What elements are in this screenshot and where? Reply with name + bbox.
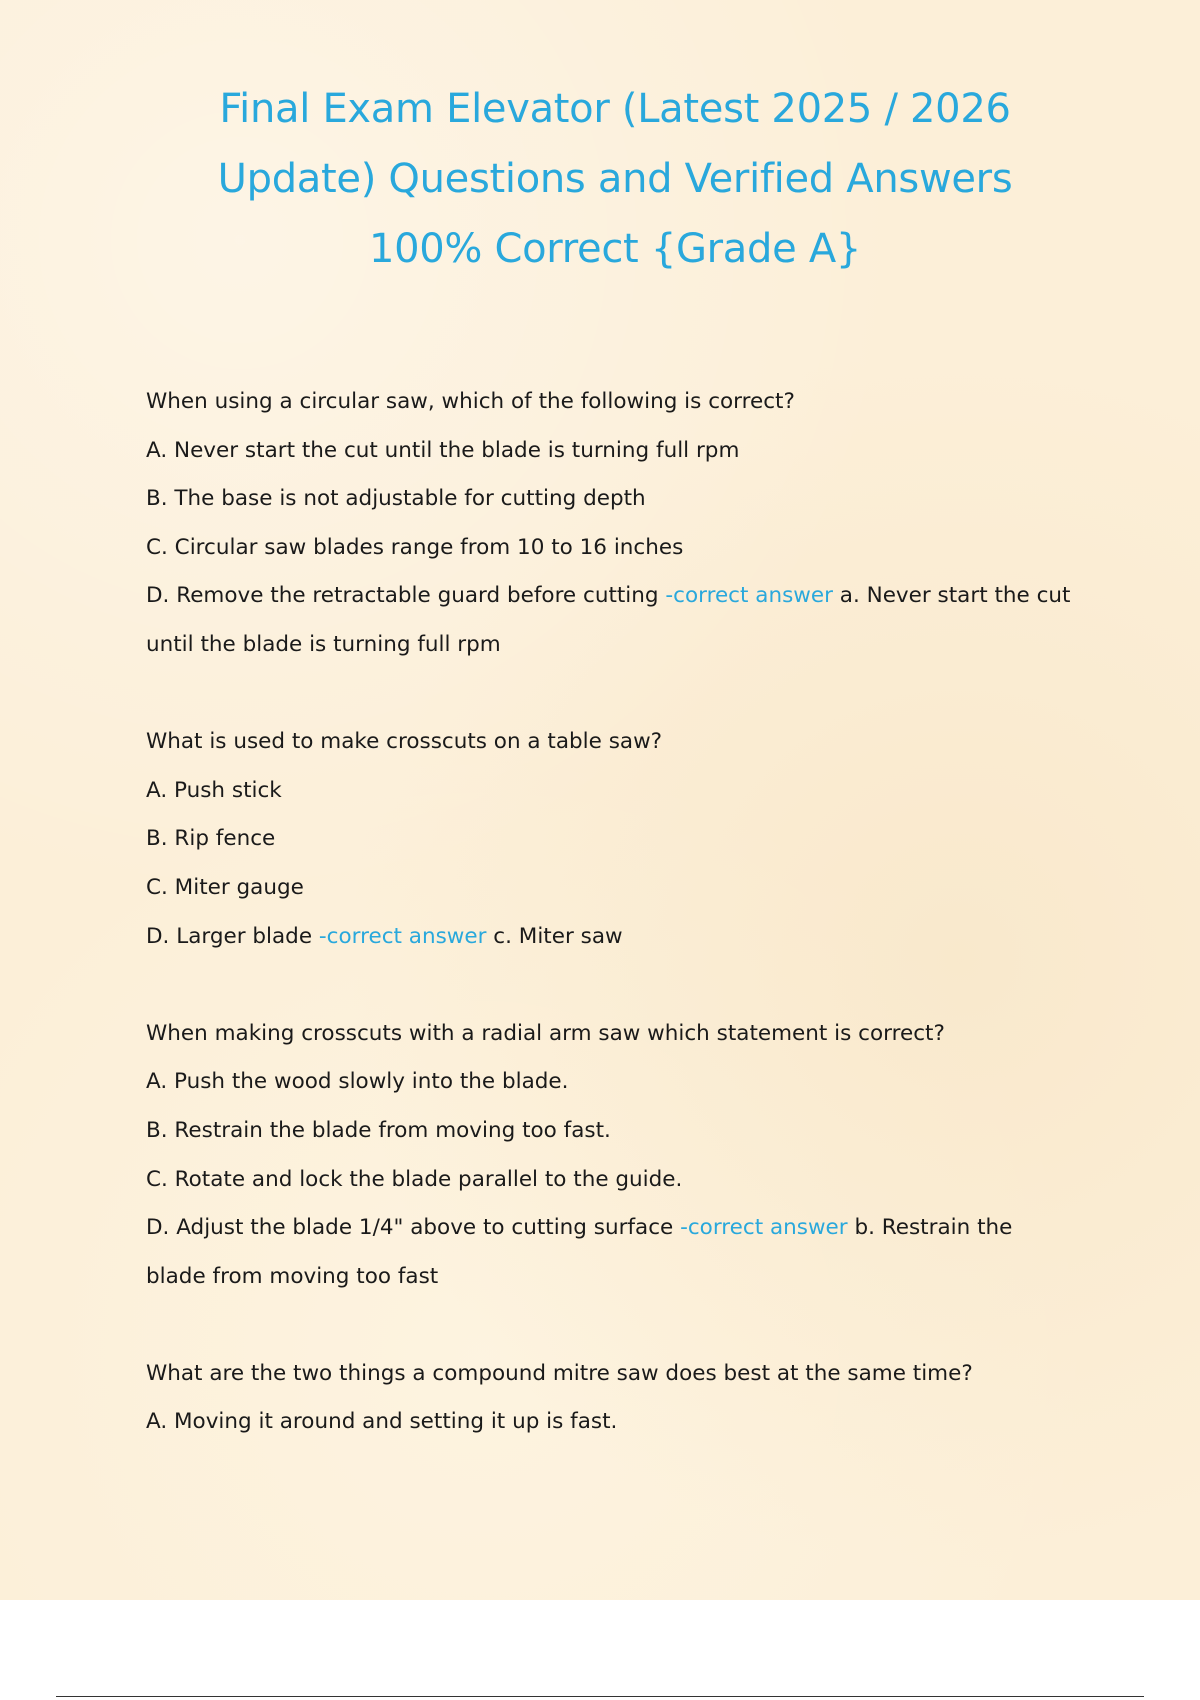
- correct-answer-text: c. Miter saw: [493, 923, 623, 949]
- correct-answer-continued: blade from moving too fast: [146, 1263, 439, 1289]
- question-text: What are the two things a compound mitre saw does best at the same time?: [146, 1360, 973, 1386]
- option-d: D. Remove the retractable guard before cutting: [146, 583, 659, 609]
- option-a: A. Push the wood slowly into the blade.: [146, 1069, 569, 1095]
- correct-answer-text: b. Restrain the: [854, 1215, 1013, 1241]
- question-block-4: [146, 1350, 1106, 1447]
- question-block-3: [146, 1010, 1106, 1302]
- correct-answer-label: -correct answer: [318, 923, 487, 949]
- option-c: C. Miter gauge: [146, 874, 304, 900]
- title-line-3: 100% Correct {Grade A}: [368, 226, 862, 272]
- option-d-with-answer: [146, 572, 1106, 621]
- question-text: What is used to make crosscuts on a table saw?: [146, 729, 663, 755]
- question-block-2: [146, 718, 1106, 961]
- option-b: B. The base is not adjustable for cutting depth: [146, 486, 646, 512]
- question-text: When making crosscuts with a radial arm saw which statement is correct?: [146, 1020, 945, 1046]
- title-line-2: Update) Questions and Verified Answers: [217, 156, 1013, 202]
- option-c: C. Circular saw blades range from 10 to 16 inches: [146, 534, 684, 560]
- option-b: B. Restrain the blade from moving too fast.: [146, 1117, 611, 1143]
- option-d: D. Adjust the blade 1/4" above to cutting surface: [146, 1215, 674, 1241]
- correct-answer-label: -correct answer: [665, 583, 833, 609]
- title-line-1: Final Exam Elevator (Latest 2025 / 2026: [219, 86, 1011, 132]
- option-b: B. Rip fence: [146, 826, 276, 852]
- document-title: [120, 74, 1110, 284]
- option-a: A. Never start the cut until the blade is turning full rpm: [146, 437, 740, 463]
- question-text: When using a circular saw, which of the following is correct?: [146, 389, 795, 414]
- option-d-with-answer: [146, 913, 1106, 962]
- question-block-1: [146, 378, 1106, 670]
- option-a: A. Push stick: [146, 777, 282, 803]
- footer-divider: [56, 1696, 1144, 1697]
- correct-answer-continued: until the blade is turning full rpm: [146, 631, 501, 657]
- question-list: [146, 378, 1106, 1496]
- option-c: C. Rotate and lock the blade parallel to the guide.: [146, 1166, 683, 1192]
- option-d-with-answer: [146, 1204, 1106, 1253]
- correct-answer-label: -correct answer: [680, 1215, 848, 1241]
- option-a: A. Moving it around and setting it up is fast.: [146, 1409, 618, 1435]
- correct-answer-text: a. Never start the cut: [839, 583, 1071, 609]
- option-d: D. Larger blade: [146, 923, 313, 949]
